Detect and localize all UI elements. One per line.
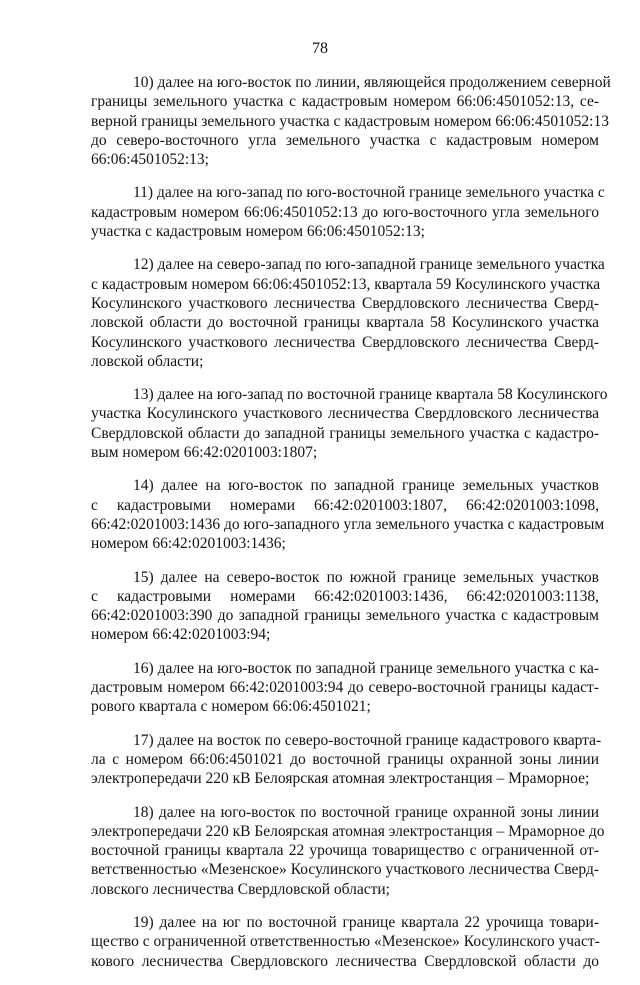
paragraph-item-12 [91, 255, 605, 371]
paragraph-line: номером 66:42:0201003:1436; [91, 535, 286, 553]
paragraph-line: ла с номером 66:06:4501021 до восточной границы охранной зоны линии [91, 750, 599, 768]
paragraph-line: с кадастровыми номерами 66:42:0201003:1436, 66:42:0201003:1138, [91, 587, 599, 605]
paragraph-line: ветственностью «Мезенское» Косулинского участкового лесничества Сверд- [91, 861, 599, 879]
paragraph-item-14 [91, 476, 605, 553]
paragraph-item-18 [91, 803, 605, 899]
paragraph-line: электропередачи 220 кВ Белоярская атомная электростанция – Мраморное; [91, 770, 590, 788]
paragraph-line: кового лесничества Свердловского лесничества Свердловской области до [91, 952, 599, 970]
paragraph-line: 14) далее на юго-восток по западной границе земельных участков [133, 477, 599, 495]
paragraph-line: 19) далее на юг по восточной границе квартала 22 урочища товари- [133, 913, 599, 931]
paragraph-line: верной границы земельного участка с кадастровым номером 66:06:4501052:13 [91, 112, 609, 130]
paragraph-line: вым номером 66:42:0201003:1807; [91, 444, 318, 462]
paragraph-line: ловского лесничества Свердловской области; [91, 880, 390, 898]
paragraph-item-13 [91, 385, 608, 462]
paragraph-line: 10) далее на юго-восток по линии, являющейся продолжением северной [133, 74, 611, 91]
paragraph-line: кадастровым номером 66:06:4501052:13 до юго-восточного угла земельного [91, 203, 599, 221]
paragraph-line: 11) далее на юго-запад по юго-восточной границе земельного участка с [133, 184, 605, 202]
paragraph-line: 18) далее на юго-восток по восточной границе охранной зоны линии [133, 803, 599, 821]
paragraph-line: щество с ограниченной ответственностью «Мезенское» Косулинского участ- [91, 933, 600, 951]
paragraph-line: 17) далее на восток по северо-восточной границе кадастрового кварта- [133, 731, 602, 749]
paragraph-line: номером 66:42:0201003:94; [91, 626, 271, 644]
paragraph-item-10 [91, 73, 611, 169]
paragraph-line: восточной границы квартала 22 урочища товарищество с ограниченной от- [91, 842, 599, 860]
paragraph-line: 12) далее на северо-запад по юго-западной границе земельного участка [133, 256, 605, 274]
paragraph-line: с кадастровыми номерами 66:42:0201003:1807, 66:42:0201003:1098, [91, 496, 599, 514]
page-number: 78 [312, 40, 328, 57]
paragraph-item-19 [91, 913, 599, 971]
paragraph-line: Косулинского участкового лесничества Свердловского лесничества Сверд- [91, 294, 599, 312]
paragraph-line: Косулинского участкового лесничества Свердловского лесничества Сверд- [91, 333, 599, 351]
paragraph-line: ловской области; [91, 352, 204, 370]
paragraph-line: 66:42:0201003:1436 до юго-западного угла земельного участка с кадастровым [91, 515, 605, 533]
paragraph-line: участка с кадастровым номером 66:06:4501052:13; [91, 223, 425, 241]
paragraph-line: 66:06:4501052:13; [91, 151, 209, 169]
paragraph-line: 16) далее на юго-восток по западной границе земельного участка с ка- [133, 659, 599, 677]
paragraph-line: до северо-восточного угла земельного участка с кадастровым номером [91, 131, 599, 149]
paragraph-line: Свердловской области до западной границы земельного участка с кадастро- [91, 424, 599, 442]
paragraph-item-11 [91, 183, 605, 241]
paragraph-line: границы земельного участка с кадастровым номером 66:06:4501052:13, се- [91, 93, 599, 111]
paragraph-item-15 [91, 568, 599, 645]
document-body [91, 73, 611, 985]
paragraph-line: с кадастровым номером 66:06:4501052:13, квартала 59 Косулинского участка [91, 275, 601, 293]
paragraph-item-17 [91, 731, 602, 789]
paragraph-line: дастровым номером 66:42:0201003:94 до северо-восточной границы кадаст- [91, 679, 599, 697]
paragraph-line: рового квартала с номером 66:06:4501021; [91, 698, 371, 716]
paragraph-line: 15) далее на северо-восток по южной границе земельных участков [133, 568, 599, 586]
paragraph-line: 66:42:0201003:390 до западной границы земельного участка с кадастровым [91, 607, 599, 625]
paragraph-line: ловской области до восточной границы квартала 58 Косулинского участка [91, 314, 599, 332]
paragraph-item-16 [91, 659, 599, 717]
paragraph-line: участка Косулинского участкового лесничества Свердловского лесничества [91, 405, 599, 423]
paragraph-line: электропередачи 220 кВ Белоярская атомная электростанция – Мраморное до [91, 822, 605, 840]
paragraph-line: 13) далее на юго-запад по восточной границе квартала 58 Косулинского [133, 386, 608, 404]
